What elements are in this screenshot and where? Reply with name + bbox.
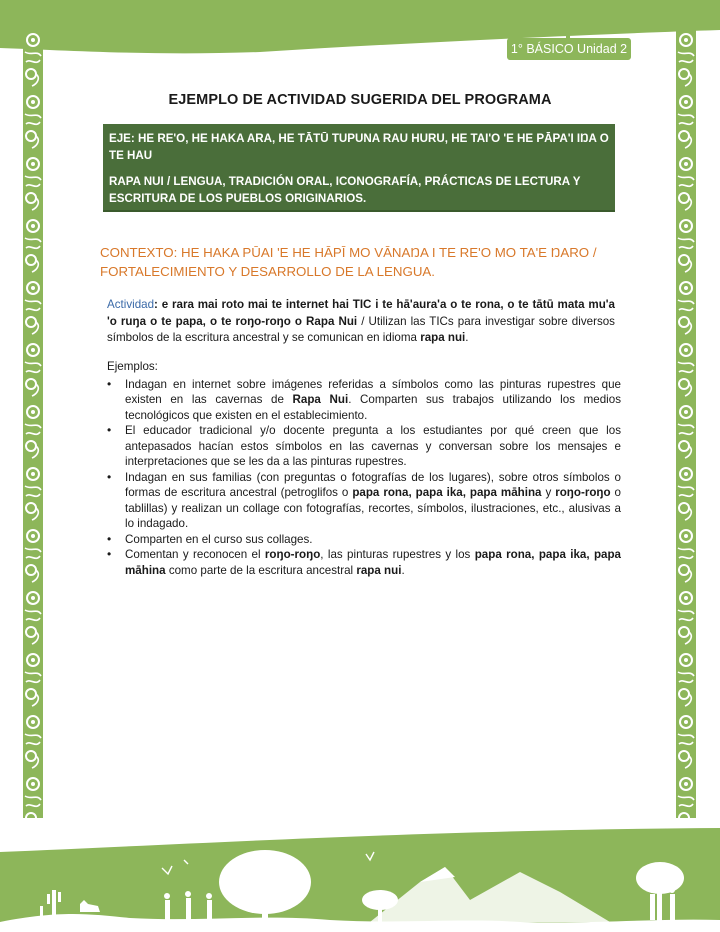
item-text: Comparten en el curso sus collages. [125, 532, 313, 546]
item-bold: papa rona, papa ika, papa māhina [352, 486, 542, 499]
actividad-rapanui-text: e rara mai roto mai te internet hai TIC i te hā'aura'a o te rona, o te tātū mata mu'a 'o ruŋa o te papa, o te roŋo-roŋo o Rapa Nui [107, 298, 615, 328]
actividad-label: Actividad [107, 298, 155, 311]
actividad-paragraph [107, 297, 615, 347]
list-item [107, 532, 621, 548]
ejemplos-heading: Ejemplos: [107, 360, 158, 373]
actividad-period: . [465, 331, 469, 344]
eje-box [103, 124, 615, 212]
contexto-heading: CONTEXTO: HE HAKA PŪAI 'E HE HĀPĪ MO VĀNAŊA I TE RE'O MO TA'E ŊARO / FORTALECIMIENTO Y DESARROLLO DE LA LENGUA. [100, 245, 597, 279]
item-text: como parte de la escritura ancestral [165, 563, 357, 577]
eje-subject-line: RAPA NUI / LENGUA, TRADICIÓN ORAL, ICONOGRAFÍA, PRÁCTICAS DE LECTURA Y ESCRITURA DE LOS PUEBLOS ORIGINARIOS. [109, 175, 581, 205]
item-text: , las pinturas rupestres y los [320, 548, 475, 561]
list-item [107, 470, 621, 532]
item-bold: papa rona, papa ika, papa māhina [125, 548, 622, 577]
ejemplos-list [107, 377, 621, 579]
item-bold: roŋo-roŋo [555, 486, 611, 499]
grade-unit-badge: 1° BÁSICO Unidad 2 [507, 38, 631, 60]
item-text: Indagan en internet sobre imágenes referidas a símbolos como las pinturas rupestres que existen en las cavernas de [125, 377, 621, 406]
item-text: Comentan y reconocen el [125, 548, 265, 561]
left-ornament-border-icon [23, 28, 43, 818]
item-bold: roŋo-roŋo [264, 548, 321, 561]
eje-line: EJE: HE RE'O, HE HAKA ARA, HE TĀTŪ TUPUNA RAU HURU, HE TAI'O 'E HE PĀPA'I IŊA O TE HAU [109, 132, 609, 162]
item-bold: Rapa Nui [292, 393, 349, 406]
list-item [107, 547, 621, 578]
actividad-spanish-text: / Utilizan las TICs para investigar sobre diversos símbolos de la escritura ancestral y se comunican en idioma [107, 314, 615, 344]
ejemplos-section [107, 359, 621, 578]
item-text: Indagan en sus familias (con preguntas o fotografías de los lugares), sobre otros símbolos o formas de escritura ancestral (petroglifos o [125, 470, 621, 499]
actividad-bold-end: rapa nui [420, 331, 466, 344]
actividad-colon: : [154, 298, 162, 311]
page-title: EJEMPLO DE ACTIVIDAD SUGERIDA DEL PROGRAMA [168, 92, 552, 108]
right-ornament-border-icon [676, 28, 696, 818]
item-bold: rapa nui [356, 563, 402, 577]
item-text: o tablillas) y realizan un collage con fotografías, recortes, símbolos, ilustraciones, etc., alusivas a lo indagado. [125, 486, 621, 530]
item-text: El educador tradicional y/o docente pregunta a los estudiantes por qué creen que los antepasados hacían estos símbolos en las cavernas y conversan sobre los mensajes e interpretaciones que se les da a las pinturas rupestres. [125, 424, 621, 468]
item-text: y [541, 486, 556, 499]
bottom-landscape-illustration [0, 782, 720, 932]
item-text: . [401, 563, 405, 577]
list-item [107, 423, 621, 470]
list-item [107, 377, 621, 424]
item-text: . Comparten sus trabajos utilizando los medios tecnológicos que existen en el establecimiento. [125, 393, 621, 422]
